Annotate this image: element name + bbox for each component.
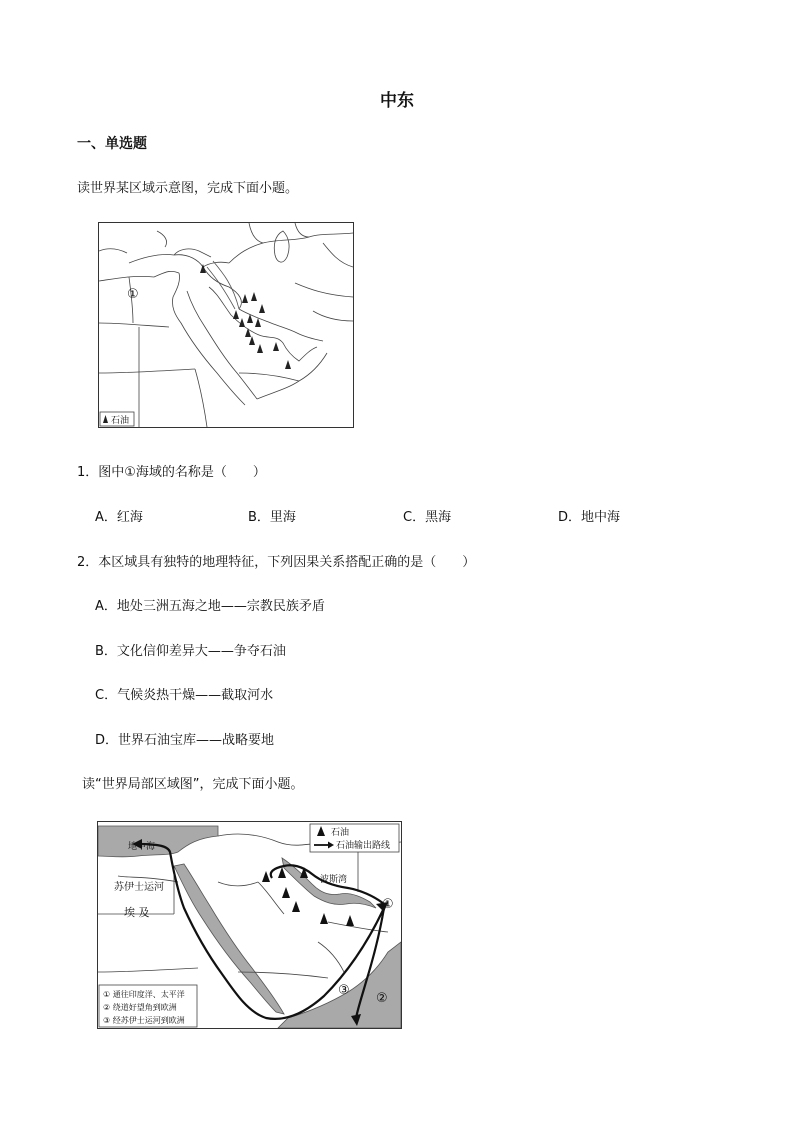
oil-icon <box>346 915 354 926</box>
oil-icon <box>239 318 245 327</box>
oil-icon <box>285 360 291 369</box>
oil-icon <box>320 913 328 924</box>
route-note-1: ① 通往印度洋、太平洋 <box>103 990 185 999</box>
oil-icon <box>292 901 300 912</box>
route-marker-2: ② <box>376 991 388 1006</box>
coastline-gulf-east <box>239 309 323 341</box>
oil-icon <box>273 342 279 351</box>
oil-icon <box>282 887 290 898</box>
question-1-stem: 1．图中①海域的名称是（ ） <box>77 465 266 480</box>
coastline-red-sea-west <box>172 273 245 405</box>
legend-route-label: 石油输出路线 <box>336 841 391 851</box>
legend-oil-label: 石油 <box>111 416 130 426</box>
oil-icon <box>242 294 248 303</box>
coastline-turkey <box>129 254 229 267</box>
oil-icon <box>255 318 261 327</box>
oil-icon <box>257 344 263 353</box>
q2-option-a[interactable]: A．地处三洲五海之地——宗教民族矛盾 <box>95 599 325 614</box>
label-mediterranean: 地中海 <box>128 842 156 852</box>
section-heading: 一、单选题 <box>77 136 147 152</box>
q1-option-b[interactable]: B．里海 <box>248 510 296 525</box>
label-persian-gulf: 波斯湾 <box>320 875 348 885</box>
oil-icon <box>251 292 257 301</box>
oil-icon <box>245 328 251 337</box>
oil-icon <box>259 304 265 313</box>
intro-text-2: 读“世界局部区域图”，完成下面小题。 <box>82 777 304 792</box>
coastline-north-africa <box>99 271 179 281</box>
q2-option-c[interactable]: C．气候炎热干燥——截取河水 <box>95 688 274 703</box>
oil-icon <box>233 310 239 319</box>
route-marker-3: ③ <box>338 983 350 998</box>
oil-markers-map1 <box>200 264 291 369</box>
q1-option-d[interactable]: D．地中海 <box>558 510 621 525</box>
oil-icon <box>300 867 308 878</box>
route-marker-1: ① <box>382 897 394 912</box>
coastline-red-sea-east <box>187 291 257 399</box>
mediterranean-sea <box>98 826 218 857</box>
q2-option-b[interactable]: B．文化信仰差异大——争夺石油 <box>95 644 286 659</box>
legend-oil-label-2: 石油 <box>331 828 350 838</box>
coastline-arabia-south <box>257 353 327 399</box>
map-1-drawing <box>99 223 353 427</box>
question-2-stem: 2．本区域具有独特的地理特征，下列因果关系搭配正确的是（ ） <box>77 555 476 570</box>
sea-marker-1: ① <box>127 287 139 302</box>
oil-icon <box>262 871 270 882</box>
label-suez: 苏伊士运河 <box>114 882 164 893</box>
map-2-drawing <box>98 822 401 1028</box>
oil-icon <box>249 336 255 345</box>
coastline-gulf-west <box>231 315 317 361</box>
label-egypt: 埃 及 <box>124 906 150 919</box>
q1-option-a[interactable]: A．红海 <box>95 510 143 525</box>
region-map-2 <box>97 821 402 1029</box>
route-note-2: ② 绕道好望角到欧洲 <box>103 1003 177 1012</box>
page-title: 中东 <box>380 91 414 111</box>
route-note-3: ③ 经苏伊士运河到欧洲 <box>103 1016 185 1025</box>
region-map-1 <box>98 222 354 428</box>
q1-option-c[interactable]: C．黑海 <box>403 510 452 525</box>
intro-text-1: 读世界某区域示意图，完成下面小题。 <box>77 181 299 196</box>
q2-option-d[interactable]: D．世界石油宝库——战略要地 <box>95 733 275 748</box>
